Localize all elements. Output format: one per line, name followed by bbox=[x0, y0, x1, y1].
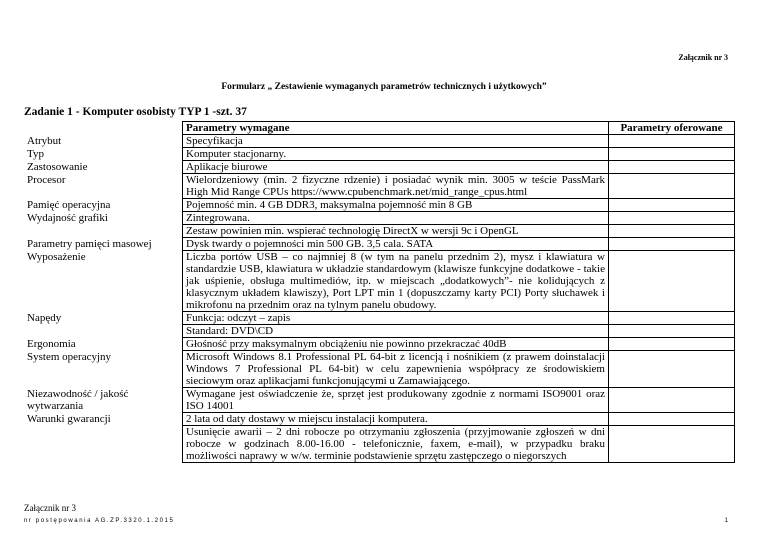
offered-cell bbox=[609, 351, 735, 388]
offered-cell bbox=[609, 238, 735, 251]
offered-cell bbox=[609, 388, 735, 413]
requirement-cell: Parametry wymagane bbox=[183, 122, 609, 135]
attribute-cell: Atrybut bbox=[24, 135, 183, 148]
table-row bbox=[24, 225, 735, 238]
offered-cell bbox=[609, 225, 735, 238]
attribute-cell: Procesor bbox=[24, 174, 183, 199]
table-row bbox=[24, 148, 735, 161]
table-row bbox=[24, 351, 735, 388]
offered-cell bbox=[609, 325, 735, 338]
offered-cell bbox=[609, 161, 735, 174]
requirement-cell: Pojemność min. 4 GB DDR3, maksymalna pojemność min 8 GB bbox=[183, 199, 609, 212]
attribute-cell: Niezawodność / jakość wytwarzania bbox=[24, 388, 183, 413]
attribute-cell bbox=[24, 325, 183, 338]
table-row bbox=[24, 199, 735, 212]
attribute-cell: Wyposażenie bbox=[24, 251, 183, 312]
form-title: Formularz „ Zestawienie wymaganych parametrów technicznych i użytkowych” bbox=[221, 82, 547, 92]
offered-cell bbox=[609, 199, 735, 212]
attribute-cell: Wydajność grafiki bbox=[24, 212, 183, 225]
table-row bbox=[24, 161, 735, 174]
requirement-cell: Liczba portów USB – co najmniej 8 (w tym na panelu przednim 2), mysz i klawiatura w standardzie USB, klawiatura w układzie standardowym (klawisze funkcyjne dodatkowe - takie jak uśpienie, obsługa multimediów, itp. w miejscach „dodatkowych”- nie kolidujących z klasycznym układem klawiszy), Port LPT min 1 (dopuszczamy karty PCI) Porty słuchawek i mikrofonu na przednim oraz na tylnym panelu obudowy. bbox=[183, 251, 609, 312]
attribute-cell bbox=[24, 225, 183, 238]
requirement-cell: Specyfikacja bbox=[183, 135, 609, 148]
requirement-cell: Aplikacje biurowe bbox=[183, 161, 609, 174]
attribute-cell: Typ bbox=[24, 148, 183, 161]
requirement-cell: Zestaw powinien min. wspierać technologię DirectX w wersji 9c i OpenGL bbox=[183, 225, 609, 238]
attribute-cell: Ergonomia bbox=[24, 338, 183, 351]
offered-cell bbox=[609, 312, 735, 325]
requirement-cell: Wielordzeniowy (min. 2 fizyczne rdzenie) i posiadać wynik min. 3005 w teście PassMark High Mid Range CPUs https://www.cpubenchmark.net/mid_range_cpus.html bbox=[183, 174, 609, 199]
footer-annex-label: Załącznik nr 3 bbox=[24, 503, 76, 513]
offered-cell bbox=[609, 212, 735, 225]
requirement-cell: Głośność przy maksymalnym obciążeniu nie powinno przekraczać 40dB bbox=[183, 338, 609, 351]
requirement-cell: Wymagane jest oświadczenie że, sprzęt jest produkowany zgodnie z normami ISO9001 oraz ISO 14001 bbox=[183, 388, 609, 413]
table-row bbox=[24, 325, 735, 338]
table-row bbox=[24, 388, 735, 413]
table-row bbox=[24, 312, 735, 325]
offered-cell: Parametry oferowane bbox=[609, 122, 735, 135]
table-row bbox=[24, 238, 735, 251]
table-row bbox=[24, 338, 735, 351]
offered-cell bbox=[609, 174, 735, 199]
attribute-cell bbox=[24, 122, 183, 135]
offered-cell bbox=[609, 338, 735, 351]
table-row bbox=[24, 413, 735, 426]
requirement-cell: Microsoft Windows 8.1 Professional PL 64-bit z licencją i nośnikiem (z prawem doinstalacji Windows 7 Professional PL 64-bit) w celu zapewnienia współpracy ze środowiskiem sieciowym oraz aplikacjami funkcjonującymi u Zamawiającego. bbox=[183, 351, 609, 388]
table-row bbox=[24, 174, 735, 199]
attribute-cell: Pamięć operacyjna bbox=[24, 199, 183, 212]
table-header-row bbox=[24, 122, 735, 135]
table-row bbox=[24, 212, 735, 225]
attribute-cell: Warunki gwarancji bbox=[24, 413, 183, 426]
requirement-cell: Funkcja: odczyt – zapis bbox=[183, 312, 609, 325]
annex-label: Załącznik nr 3 bbox=[678, 53, 728, 62]
offered-cell bbox=[609, 148, 735, 161]
task-heading: Zadanie 1 - Komputer osobisty TYP 1 -szt. 37 bbox=[24, 106, 247, 118]
attribute-cell: Napędy bbox=[24, 312, 183, 325]
requirement-cell: Standard: DVD\CD bbox=[183, 325, 609, 338]
table-row bbox=[24, 251, 735, 312]
page-number: 1 bbox=[724, 518, 728, 524]
attribute-cell: Parametry pamięci masowej bbox=[24, 238, 183, 251]
table-row bbox=[24, 135, 735, 148]
requirement-cell: Zintegrowana. bbox=[183, 212, 609, 225]
offered-cell bbox=[609, 413, 735, 426]
requirement-cell: Dysk twardy o pojemności min 500 GB. 3,5 cala. SATA bbox=[183, 238, 609, 251]
offered-cell bbox=[609, 251, 735, 312]
offered-cell bbox=[609, 135, 735, 148]
offered-cell bbox=[609, 426, 735, 463]
requirement-cell: Usunięcie awarii – 2 dni robocze po otrzymaniu zgłoszenia (przyjmowanie zgłoszeń w dni robocze w godzinach 8.00-16.00 - telefonicznie, faxem, e-mail), w przypadku braku możliwości naprawy w w/w. terminie podstawienie sprzętu zastępczego o niegorszych bbox=[183, 426, 609, 463]
requirement-cell: 2 lata od daty dostawy w miejscu instalacji komputera. bbox=[183, 413, 609, 426]
attribute-cell: Zastosowanie bbox=[24, 161, 183, 174]
attribute-cell: System operacyjny bbox=[24, 351, 183, 388]
requirement-cell: Komputer stacjonarny. bbox=[183, 148, 609, 161]
table-row bbox=[24, 426, 735, 463]
attribute-cell bbox=[24, 426, 183, 463]
parameters-table bbox=[24, 121, 735, 463]
footer-reference: nr postępowania AG.ZP.3320.1.2015 bbox=[24, 518, 175, 524]
